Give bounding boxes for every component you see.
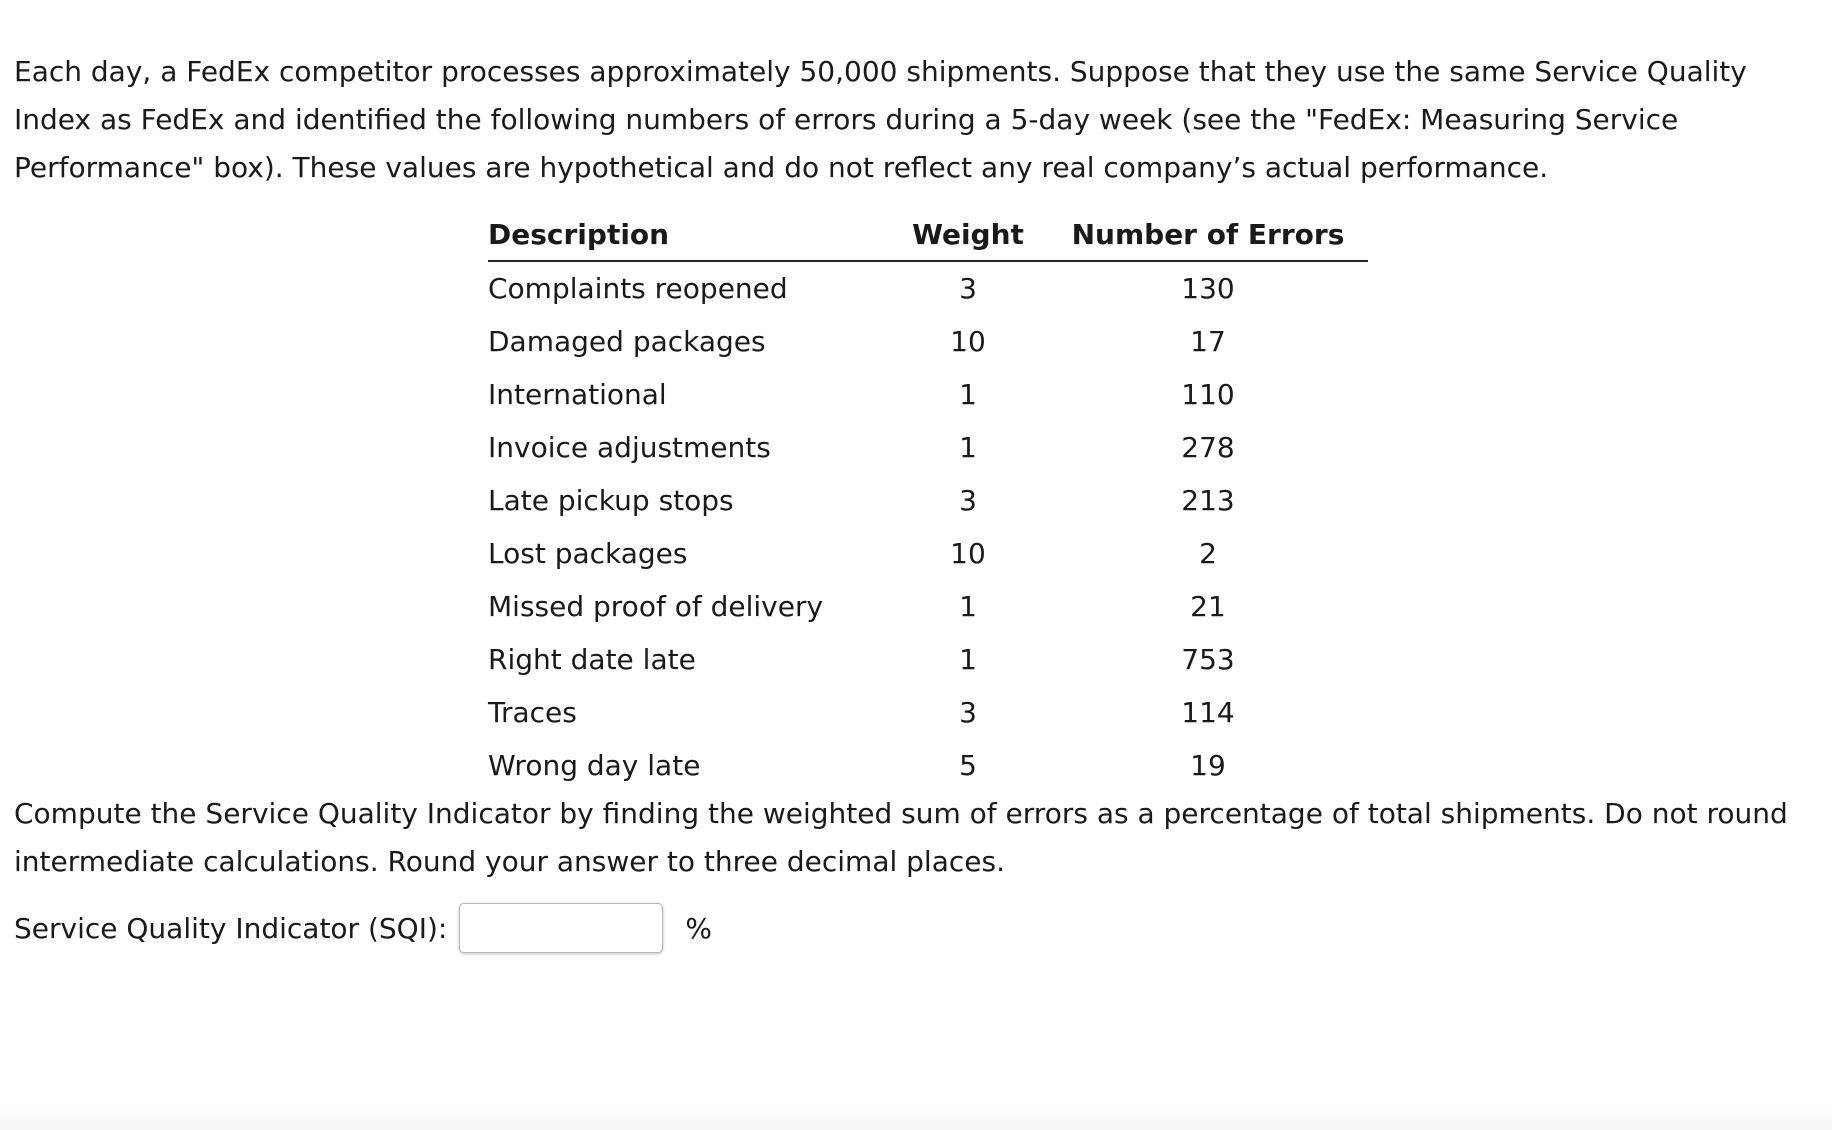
table-row [488,421,1368,474]
row-weight: 1 [959,590,977,623]
row-description: Complaints reopened [488,272,788,305]
table-row [488,633,1368,686]
row-weight: 10 [950,537,986,570]
row-errors: 130 [1181,272,1235,305]
row-description: Lost packages [488,537,688,570]
header-errors: Number of Errors [1048,208,1368,261]
table-row [488,368,1368,421]
row-weight: 1 [959,378,977,411]
table-row [488,474,1368,527]
row-errors: 19 [1190,749,1226,782]
row-weight: 5 [959,749,977,782]
row-description: Right date late [488,643,696,676]
table-row [488,315,1368,368]
header-description: Description [488,208,888,261]
answer-row [14,900,712,956]
table-header-row [488,208,1368,261]
row-description: Invoice adjustments [488,431,771,464]
row-errors: 753 [1181,643,1235,676]
row-weight: 3 [959,484,977,517]
row-description: Wrong day late [488,749,701,782]
row-weight: 3 [959,696,977,729]
header-weight: Weight [888,208,1048,261]
row-description: International [488,378,667,411]
table-row [488,686,1368,739]
sqi-label: Service Quality Indicator (SQI): [14,911,448,945]
errors-table [488,208,1368,792]
table-row [488,580,1368,633]
table-row [488,527,1368,580]
row-errors: 110 [1181,378,1235,411]
problem-instructions: Compute the Service Quality Indicator by finding the weighted sum of errors as a percentage of total shipments. Do not round intermediate calculations. Round your answer to three decimal places. [14,797,1788,878]
row-description: Missed proof of delivery [488,590,824,623]
percent-unit: % [685,911,712,945]
row-weight: 3 [959,272,977,305]
row-errors: 21 [1190,590,1226,623]
row-weight: 1 [959,643,977,676]
row-errors: 213 [1181,484,1235,517]
table-row [488,739,1368,792]
row-weight: 10 [950,325,986,358]
row-errors: 114 [1181,696,1235,729]
row-description: Late pickup stops [488,484,734,517]
table-body [488,261,1368,792]
row-weight: 1 [959,431,977,464]
row-errors: 17 [1190,325,1226,358]
table-row [488,261,1368,315]
row-description: Damaged packages [488,325,766,358]
row-errors: 278 [1181,431,1235,464]
problem-intro: Each day, a FedEx competitor processes approximately 50,000 shipments. Suppose that they use the same Service Quality Index as FedEx and identified the following numbers of errors during a 5-day week (see the "FedEx: Measuring Service Performance" box). These values are hypothetical and do not reflect any real company’s actual performance. [14,55,1747,184]
row-errors: 2 [1199,537,1217,570]
row-description: Traces [488,696,577,729]
sqi-answer-input[interactable] [459,903,663,953]
